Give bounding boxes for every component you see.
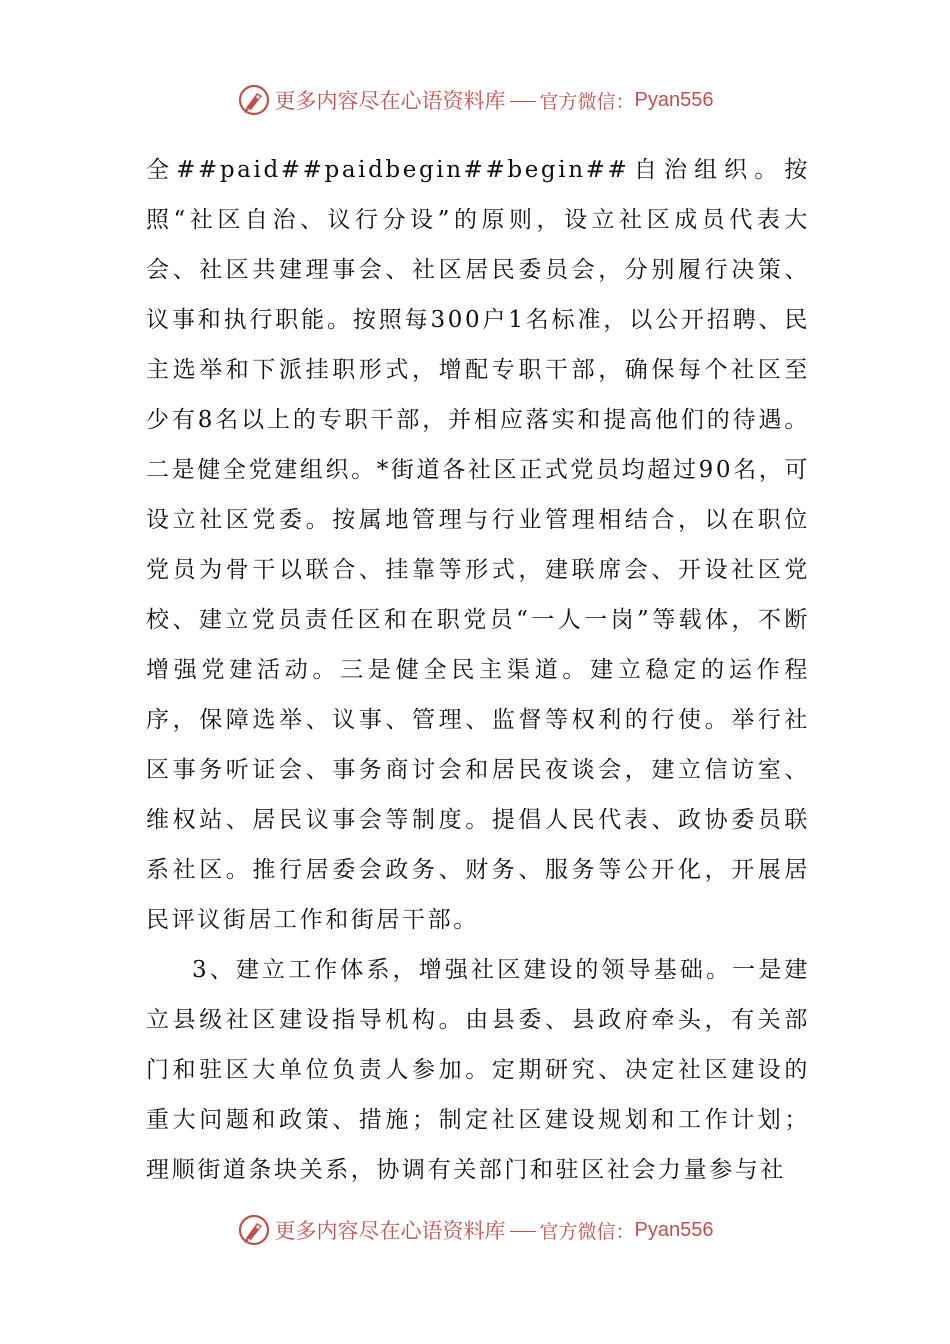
header-banner bbox=[0, 80, 950, 120]
banner-wechat-label: 官方微信： bbox=[539, 90, 635, 113]
pen-nib-logo-icon bbox=[237, 83, 271, 117]
banner-wechat-label: 官方微信： bbox=[539, 1220, 635, 1243]
document-body bbox=[146, 145, 810, 1195]
banner-brand-text: 更多内容尽在心语资料库 bbox=[274, 89, 506, 113]
banner-dash bbox=[510, 101, 536, 102]
banner-brand-text: 更多内容尽在心语资料库 bbox=[274, 1219, 506, 1243]
banner-dash bbox=[510, 1231, 536, 1232]
body-paragraph-1: 全##paid##paidbegin##begin##自治组织。按照“社区自治、议行分设”的原则，设立社区成员代表大会、社区共建理事会、社区居民委员会，分别履行决策、议事和执行职能。按照每300户1名标准，以公开招聘、民主选举和下派挂职形式，增配专职干部，确保每个社区至少有8名以上的专职干部，并相应落实和提高他们的待遇。二是健全党建组织。*街道各社区正式党员均超过90名，可设立社区党委。按属地管理与行业管理相结合，以在职位党员为骨干以联合、挂靠等形式，建联席会、开设社区党校、建立党员责任区和在职党员“一人一岗”等载体，不断增强党建活动。三是健全民主渠道。建立稳定的运作程序，保障选举、议事、管理、监督等权利的行使。举行社区事务听证会、事务商讨会和居民夜谈会，建立信访室、维权站、居民议事会等制度。提倡人民代表、政协委员联系社区。推行居委会政务、财务、服务等公开化，开展居民评议街居工作和街居干部。 bbox=[146, 157, 810, 933]
footer-banner bbox=[0, 1210, 950, 1250]
banner-wechat-id: Pyan556 bbox=[634, 88, 714, 111]
banner-wechat-id: Pyan556 bbox=[634, 1218, 714, 1241]
body-paragraph-2: 3、建立工作体系，增强社区建设的领导基础。一是建立县级社区建设指导机构。由县委、县政府牵头，有关部门和驻区大单位负责人参加。定期研究、决定社区建设的重大问题和政策、措施；制定社区建设规划和工作计划；理顺街道条块关系，协调有关部门和驻区社会力量参与社 bbox=[146, 957, 810, 1183]
pen-nib-logo-icon bbox=[237, 1213, 271, 1247]
